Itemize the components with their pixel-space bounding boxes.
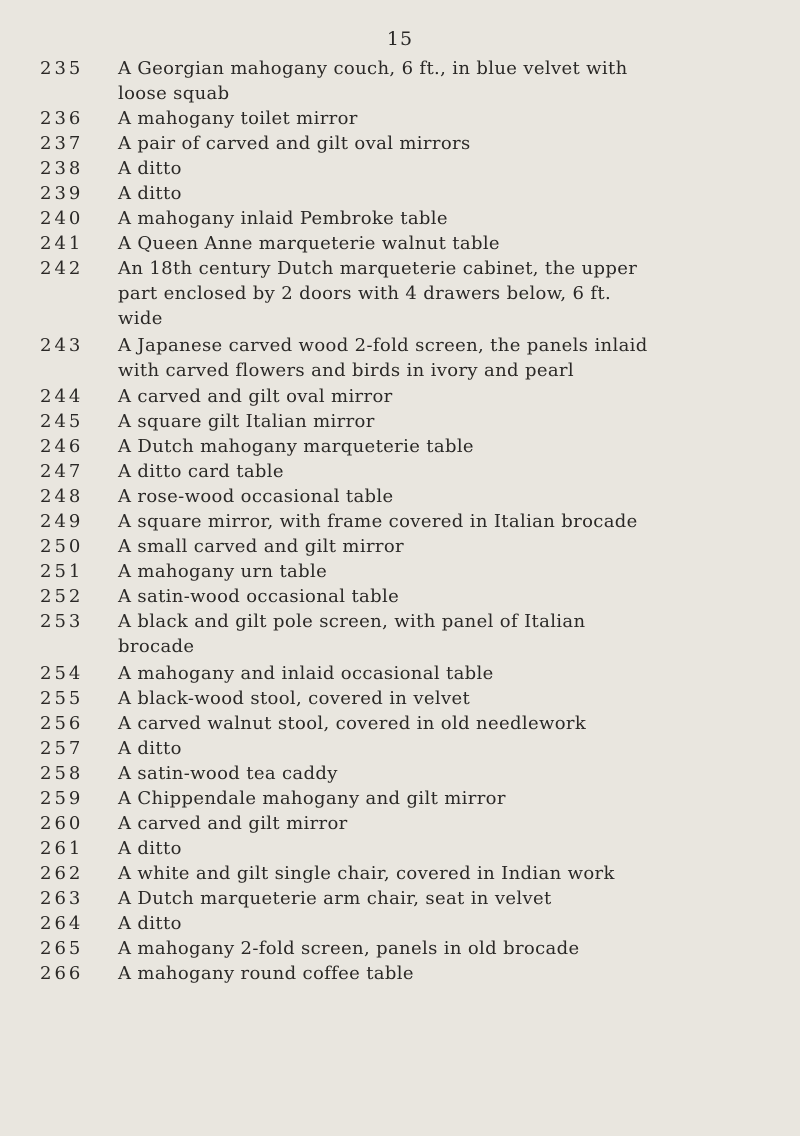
lot-description: A Queen Anne marqueterie walnut table [118, 233, 500, 254]
lot-description: A square mirror, with frame covered in Italian brocade [118, 511, 638, 532]
lot-number: 240 [40, 208, 84, 229]
lot-description: A mahogany inlaid Pembroke table [118, 208, 448, 229]
lot-number: 244 [40, 386, 84, 407]
lot-description: A rose-wood occasional table [118, 486, 394, 507]
lot-description: A Japanese carved wood 2-fold screen, the panels inlaid with carved flowers and birds in ivory and pearl [118, 335, 648, 381]
lot-description: A ditto [118, 183, 182, 204]
lot-description: A ditto [118, 913, 182, 934]
lot-description: A small carved and gilt mirror [118, 536, 405, 557]
lot-description: A ditto card table [118, 461, 284, 482]
lot-description: A Georgian mahogany couch, 6 ft., in blue velvet with loose squab [118, 58, 628, 104]
lot-description: A carved and gilt mirror [118, 813, 348, 834]
lot-number: 246 [40, 436, 84, 457]
lot-number: 247 [40, 461, 84, 482]
lot-number: 239 [40, 183, 84, 204]
lot-number: 249 [40, 511, 84, 532]
lot-number: 263 [40, 888, 84, 909]
lot-number: 262 [40, 863, 84, 884]
lot-number: 237 [40, 133, 84, 154]
lot-number: 253 [40, 611, 84, 632]
lot-number: 260 [40, 813, 84, 834]
lot-number: 251 [40, 561, 84, 582]
lot-description: A ditto [118, 738, 182, 759]
lot-description: A mahogany toilet mirror [118, 108, 358, 129]
lot-number: 241 [40, 233, 84, 254]
lot-number: 261 [40, 838, 84, 859]
lot-description: A mahogany and inlaid occasional table [118, 663, 494, 684]
lot-description: A satin-wood tea caddy [118, 763, 338, 784]
lot-description: A pair of carved and gilt oval mirrors [118, 133, 471, 154]
lot-description: A Dutch mahogany marqueterie table [118, 436, 474, 457]
lot-number: 255 [40, 688, 84, 709]
page-number: 15 [386, 28, 414, 50]
lot-number: 245 [40, 411, 84, 432]
lot-description: A white and gilt single chair, covered in Indian work [118, 863, 615, 884]
lot-number: 257 [40, 738, 84, 759]
lot-description: A ditto [118, 158, 182, 179]
lot-number: 265 [40, 938, 84, 959]
lot-description: A mahogany round coffee table [118, 963, 414, 984]
lot-description: A square gilt Italian mirror [118, 411, 375, 432]
lot-description: A mahogany urn table [118, 561, 328, 582]
lot-number: 256 [40, 713, 84, 734]
lot-number: 266 [40, 963, 84, 984]
lot-description: A mahogany 2-fold screen, panels in old brocade [118, 938, 580, 959]
lot-number: 252 [40, 586, 84, 607]
lot-description: A satin-wood occasional table [118, 586, 400, 607]
lot-description: A black and gilt pole screen, with panel of Italian brocade [118, 611, 586, 657]
lot-description: A ditto [118, 838, 182, 859]
lot-number: 250 [40, 536, 84, 557]
lot-number: 242 [40, 258, 84, 279]
lot-number: 264 [40, 913, 84, 934]
lot-number: 235 [40, 58, 84, 79]
lot-number: 248 [40, 486, 84, 507]
lot-description: A Chippendale mahogany and gilt mirror [118, 788, 506, 809]
lot-number: 254 [40, 663, 84, 684]
lot-number: 238 [40, 158, 84, 179]
lot-number: 259 [40, 788, 84, 809]
lot-description: A carved walnut stool, covered in old needlework [118, 713, 587, 734]
lot-number: 236 [40, 108, 84, 129]
lot-description: A Dutch marqueterie arm chair, seat in velvet [118, 888, 552, 909]
lot-number: 243 [40, 335, 84, 356]
lot-description: A carved and gilt oval mirror [118, 386, 393, 407]
lot-number: 258 [40, 763, 84, 784]
lot-description: An 18th century Dutch marqueterie cabinet, the upper part enclosed by 2 doors with 4 drawers below, 6 ft. wide [118, 258, 638, 329]
lot-description: A black-wood stool, covered in velvet [118, 688, 471, 709]
